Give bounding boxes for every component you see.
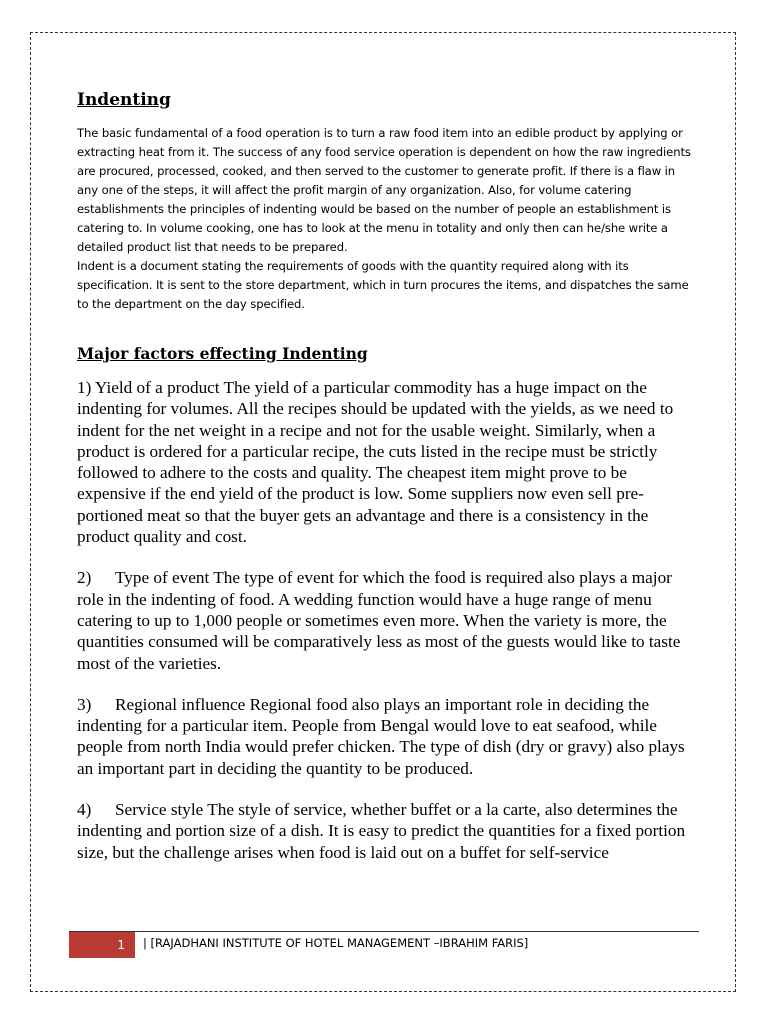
footer-page-number: 1 bbox=[69, 932, 135, 958]
document-body bbox=[77, 90, 693, 883]
factor-item bbox=[77, 694, 693, 779]
factor-text: Type of event The type of event for which the food is required also plays a major role in the indenting of food. A wedding function would have a huge range of menu catering to up to 1,000 people or sometimes even more. When the variety is more, the quantities consumed will be comparatively less as most of the guests would like to taste most of the varieties. bbox=[77, 568, 681, 673]
factor-number: 2) bbox=[77, 568, 92, 588]
intro-section bbox=[77, 124, 693, 314]
factor-item bbox=[77, 567, 693, 673]
factor-item bbox=[77, 377, 693, 547]
factor-text: Service style The style of service, whether buffet or a la carte, also determines the indenting and portion size of a dish. It is easy to predict the quantities for a fixed portion size, but the challenge arises when food is laid out on a buffet for self-service bbox=[77, 800, 686, 862]
section-heading: Major factors effecting Indenting bbox=[77, 344, 368, 363]
factor-text: Regional influence Regional food also plays an important role in deciding the indenting for a particular item. People from Bengal would love to eat seafood, while people from north India would prefer chicken. The type of dish (dry or gravy) also plays an important part in deciding the quantity to be produced. bbox=[77, 694, 685, 778]
footer-text: | [RAJADHANI INSTITUTE OF HOTEL MANAGEMENT –IBRAHIM FARIS] bbox=[143, 936, 529, 950]
factor-item bbox=[77, 799, 693, 863]
intro-paragraph-2: Indent is a document stating the requirements of goods with the quantity required along with its specification. It is sent to the store department, which in turn procures the items, and dispatches the same to the department on the day specified. bbox=[77, 259, 689, 311]
intro-paragraph-1: The basic fundamental of a food operation is to turn a raw food item into an edible product by applying or extracting heat from it. The success of any food service operation is dependent on how the raw ingredients are procured, processed, cooked, and then served to the customer to generate profit. If there is a flaw in any one of the steps, it will affect the profit margin of any organization. Also, for volume catering establishments the principles of indenting would be based on the number of people an establishment is catering to. In volume cooking, one has to look at the menu in totality and only then can he/she write a detailed product list that needs to be prepared. bbox=[77, 126, 691, 254]
factor-number: 1) bbox=[77, 378, 92, 397]
factor-number: 4) bbox=[77, 800, 92, 820]
factor-number: 3) bbox=[77, 694, 92, 714]
footer-divider bbox=[69, 931, 699, 932]
page-title: Indenting bbox=[77, 90, 171, 110]
factor-text: Yield of a product The yield of a particular commodity has a huge impact on the indenting for volumes. All the recipes should be updated with the yields, as we need to indent for the net weight in a recipe and not for the usable weight. Similarly, when a product is ordered for a particular recipe, the cuts listed in the recipe must be strictly followed to adhere to the costs and quality. The cheapest item might prove to be expensive if the end yield of the product is low. Some suppliers now even sell pre-portioned meat so that the buyer gets an advantage and there is a consistency in the product quality and cost. bbox=[77, 378, 674, 547]
